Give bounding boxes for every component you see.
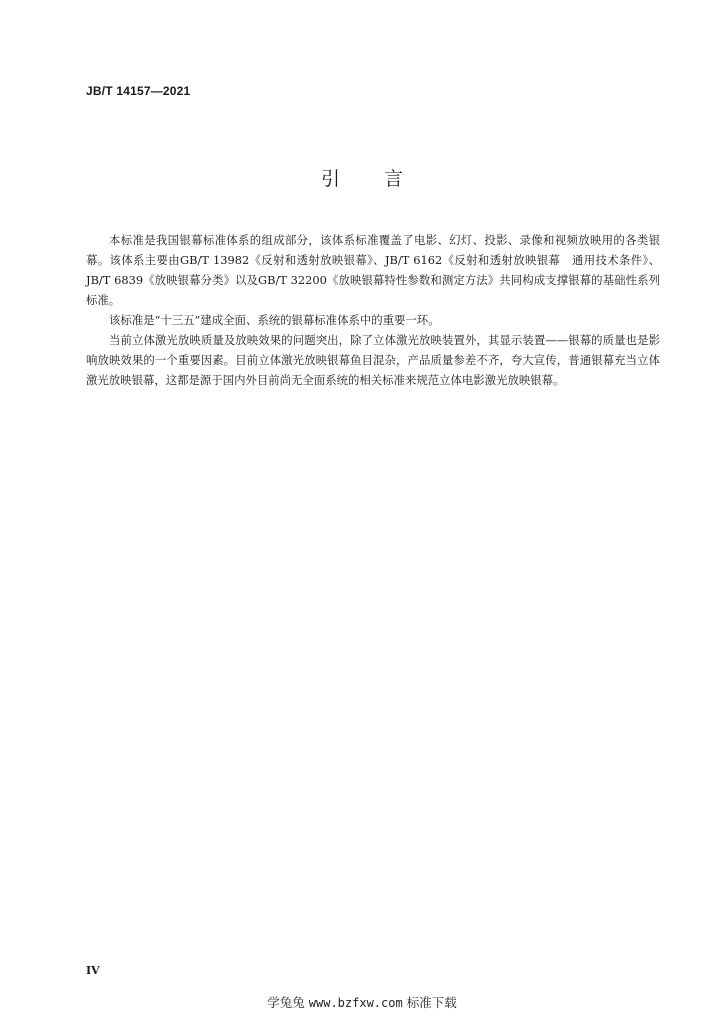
watermark-footer bbox=[0, 993, 724, 1011]
footer-site-name: 学兔兔 bbox=[267, 995, 305, 1010]
paragraph-2: 该标准是“十三五”建成全面、系统的银幕标准体系中的重要一环。 bbox=[109, 313, 440, 327]
title-char-1: 引 bbox=[320, 168, 340, 190]
standard-code: JB/T 14157—2021 bbox=[86, 84, 191, 98]
footer-tagline: 标准下载 bbox=[406, 995, 457, 1010]
paragraph-1: 本标准是我国银幕标准体系的组成部分，该体系标准覆盖了电影、幻灯、投影、录像和视频放映用的各类银幕。该体系主要由GB/T 13982《反射和透射放映银幕》、JB/T 6162《反射和透射放映银幕 通用技术条件》、JB/T 6839《放映银幕分类》以及GB/T 32200《放映银幕特性参数和测定方法》共同构成支撑银幕的基础性系列标准。 bbox=[86, 233, 660, 307]
title-char-2: 言 bbox=[384, 168, 404, 190]
page-title bbox=[0, 164, 724, 191]
footer-url[interactable]: www.bzfxw.com bbox=[308, 996, 403, 1010]
page-number: IV bbox=[86, 964, 100, 977]
introduction-body bbox=[86, 230, 660, 390]
paragraph-3: 当前立体激光放映质量及放映效果的问题突出，除了立体激光放映装置外，其显示装置——银幕的质量也是影响放映效果的一个重要因素。目前立体激光放映银幕鱼目混杂，产品质量参差不齐，夸大宣传，普通银幕充当立体激光放映银幕，这都是源于国内外目前尚无全面系统的相关标准来规范立体电影激光放映银幕。 bbox=[86, 333, 660, 387]
